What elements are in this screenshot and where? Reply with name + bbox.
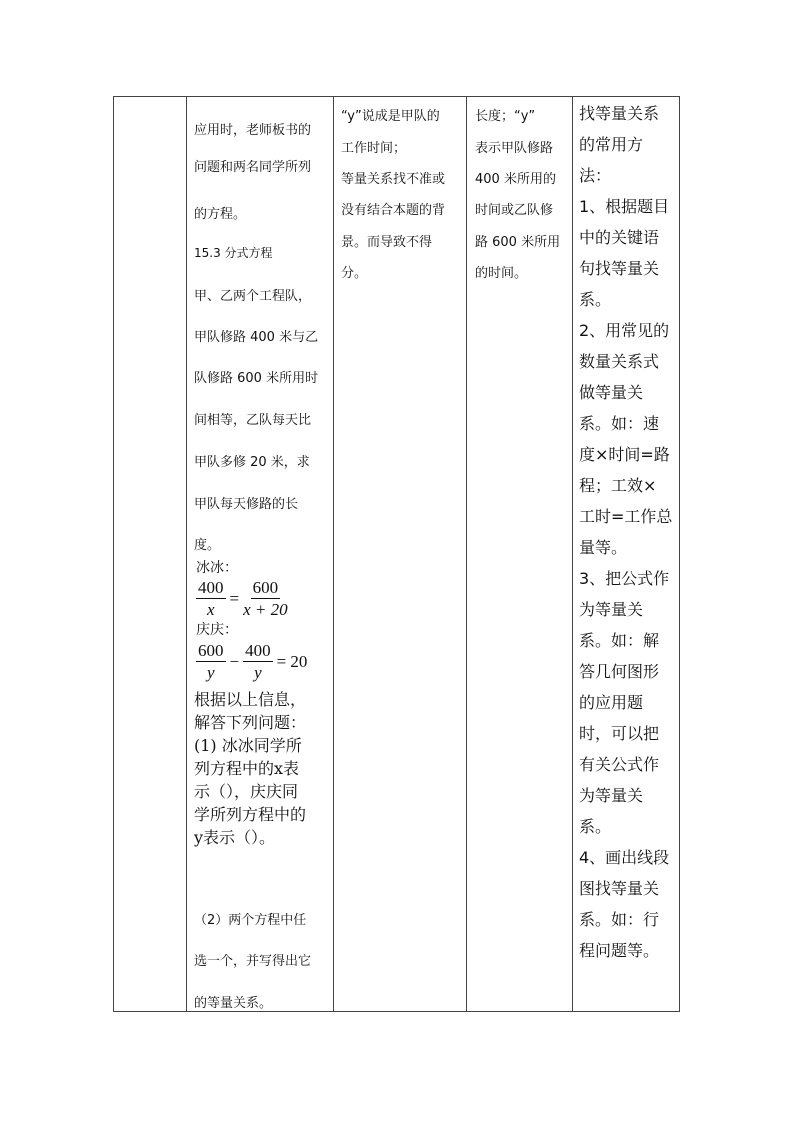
text-line: 甲、乙两个工程队， — [194, 289, 312, 304]
text-line: 甲队多修 20 米，求 — [194, 455, 310, 470]
section-heading: 15.3 分式方程 — [194, 246, 273, 260]
lesson-table — [113, 96, 680, 1012]
text-line: 列方程中的x表 — [194, 759, 300, 778]
text-line: 为等量关 — [579, 600, 644, 619]
text-line: 的方程。 — [194, 207, 247, 222]
text-line: 问题和两名同学所列 — [194, 160, 312, 175]
text-line: 工时=工作总 — [579, 507, 673, 526]
equation-qingqing — [196, 642, 311, 681]
column-divider — [186, 97, 187, 1011]
text-line: 系。如：解 — [579, 631, 660, 650]
text-line: 的常用方 — [579, 135, 644, 154]
text-line: 度×时间=路 — [579, 445, 670, 464]
eq1-denominator-1: x — [206, 600, 215, 619]
eq2-denominator-1: y — [206, 663, 215, 682]
text-line: 系。 — [579, 290, 612, 309]
text-line: 答几何图形 — [579, 662, 660, 681]
text-line: 系。 — [579, 817, 612, 836]
text-line: 解答下列问题： — [194, 713, 307, 732]
text-line: 根据以上信息， — [194, 690, 307, 709]
text-line: 4、画出线段 — [579, 848, 670, 867]
text-line: 甲队修路 400 米与乙 — [194, 330, 319, 345]
eq2-numerator-1: 600 — [198, 641, 224, 660]
text-line: 表示甲队修路 — [475, 141, 554, 156]
text-line: 的等量关系。 — [194, 996, 273, 1011]
text-line: 学所列方程中的 — [194, 805, 307, 824]
text-line: 量等。 — [579, 538, 628, 557]
text-line: 程问题等。 — [579, 941, 660, 960]
text-line: 数量关系式 — [579, 352, 660, 371]
text-line: 的应用题 — [579, 693, 644, 712]
text-line: (1) 冰冰同学所 — [194, 736, 302, 755]
eq2-numerator-2: 400 — [245, 641, 271, 660]
eq1-denominator-2: x + 20 — [243, 600, 288, 619]
empty-first-column-cell — [114, 97, 186, 1011]
bingbing-label: 冰冰： — [196, 560, 238, 576]
eq2-rhs: = 20 — [276, 651, 308, 671]
text-line: 句找等量关 — [579, 259, 660, 278]
answer-cell — [475, 97, 571, 1011]
text-line: 中的关键语 — [579, 228, 660, 247]
eq1-numerator-1: 400 — [198, 578, 224, 597]
text-line: 图找等量关 — [579, 879, 660, 898]
eq1-operator: = — [229, 588, 240, 608]
text-line: 找等量关系 — [579, 104, 660, 123]
text-line: 做等量关 — [579, 383, 644, 402]
text-line: 时，可以把 — [579, 724, 660, 743]
eq2-operator: − — [229, 651, 240, 671]
text-line: 选一个，并写得出它 — [194, 954, 312, 969]
text-line: 等量关系找不准或 — [341, 172, 446, 187]
text-line: 时间或乙队修 — [475, 203, 554, 218]
text-line: 示（），庆庆同 — [194, 782, 299, 801]
text-line: 有关公式作 — [579, 755, 660, 774]
text-line: 甲队每天修路的长 — [194, 497, 299, 512]
column-divider — [572, 97, 573, 1011]
column-divider — [466, 97, 467, 1011]
text-line: 长度；“y” — [475, 109, 536, 124]
text-line: 2、用常见的 — [579, 321, 670, 340]
text-line: （2）两个方程中任 — [194, 913, 307, 928]
text-line: 系。如：速 — [579, 414, 660, 433]
text-line: 路 600 米所用 — [475, 235, 561, 250]
text-line: 1、根据题目 — [579, 197, 670, 216]
text-line: 工作时间； — [341, 141, 407, 156]
method-cell — [579, 97, 679, 1011]
text-line: 应用时，老师板书的 — [194, 123, 312, 138]
eq2-denominator-2: y — [254, 663, 262, 682]
text-line: 程；工效× — [579, 476, 657, 495]
text-line: 400 米所用的 — [475, 172, 556, 187]
text-line: 间相等，乙队每天比 — [194, 413, 312, 428]
text-line: 没有结合本题的背 — [341, 203, 446, 218]
text-line: “y”说成是甲队的 — [341, 109, 440, 124]
text-line: 法： — [579, 166, 612, 185]
text-line: 度。 — [194, 538, 221, 553]
text-line: 3、把公式作 — [579, 569, 670, 588]
text-line: 分。 — [341, 266, 368, 281]
qingqing-label: 庆庆： — [196, 622, 238, 638]
text-line: 队修路 600 米所用时 — [194, 371, 319, 386]
text-line: 的时间。 — [475, 266, 528, 281]
mistake-cell — [341, 97, 463, 1011]
text-line: 为等量关 — [579, 786, 644, 805]
equation-bingbing — [196, 579, 288, 618]
eq1-numerator-2: 600 — [252, 578, 279, 597]
text-line: y表示（）。 — [194, 828, 276, 847]
question-cell — [194, 97, 334, 1011]
text-line: 系。如：行 — [579, 910, 660, 929]
text-line: 景。而导致不得 — [341, 235, 433, 250]
